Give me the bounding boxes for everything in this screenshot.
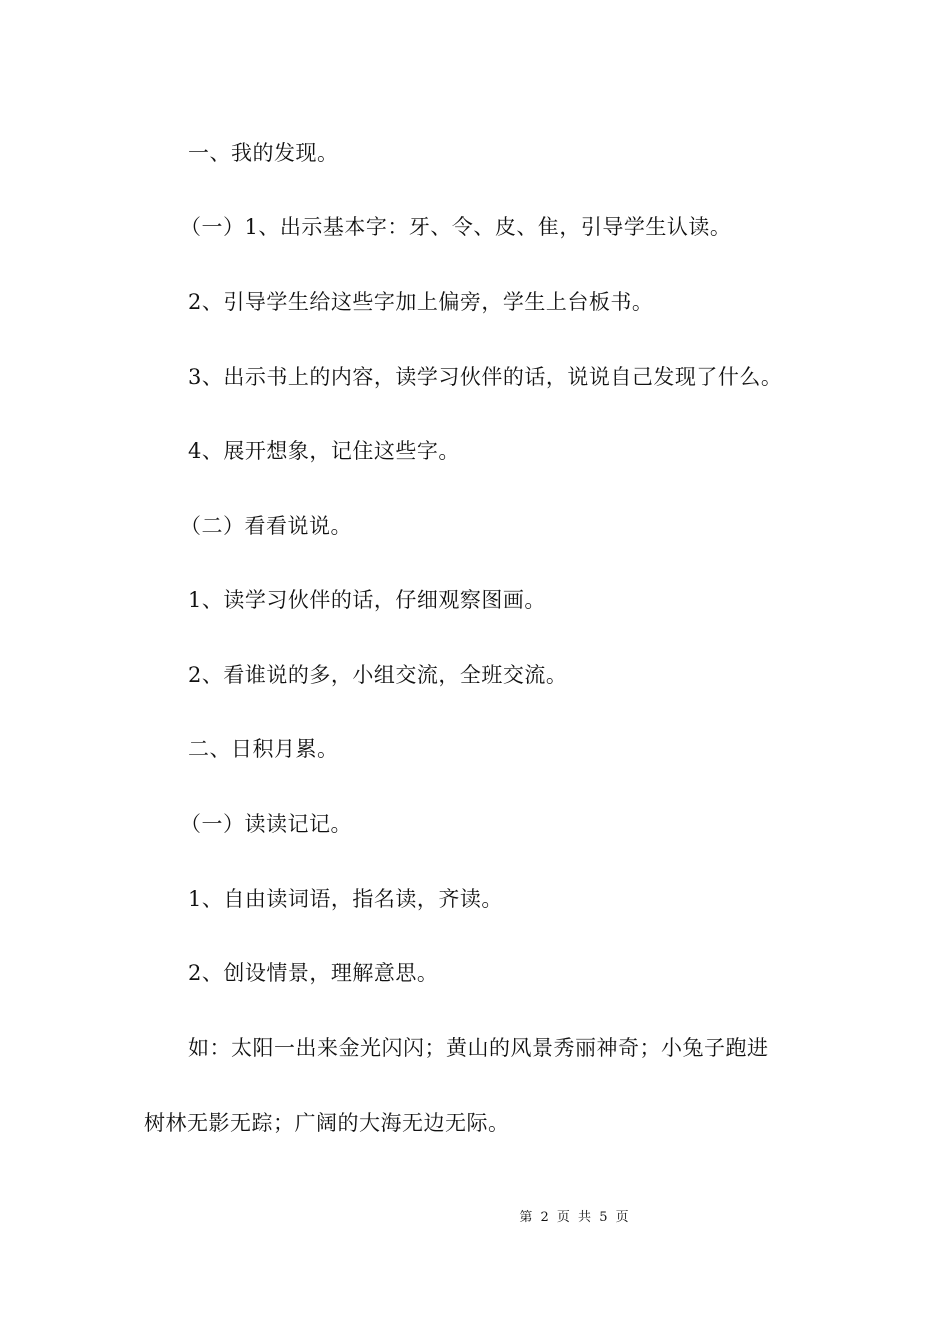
paragraph-line: 2、创设情景，理解意思。 (188, 961, 439, 985)
page-number-footer: 第 2 页 共 5 页 (519, 1210, 631, 1225)
subheading-read-and-memorize: （一）读读记记。 (180, 812, 352, 836)
subheading-look-and-say: （二）看看说说。 (180, 514, 352, 538)
paragraph-line: 2、看谁说的多，小组交流，全班交流。 (188, 663, 568, 687)
paragraph-line-continuation: 树林无影无踪；广阔的大海无边无际。 (144, 1111, 510, 1135)
paragraph-line: 4、展开想象，记住这些字。 (188, 439, 460, 463)
paragraph-line: 1、自由读词语，指名读，齐读。 (188, 887, 503, 911)
heading-my-discovery: 一、我的发现。 (188, 141, 339, 165)
paragraph-line: 2、引导学生给这些字加上偏旁，学生上台板书。 (188, 290, 654, 314)
heading-daily-accumulation: 二、日积月累。 (188, 737, 339, 761)
paragraph-line: （一）1、出示基本字：牙、令、皮、隹，引导学生认读。 (180, 215, 732, 239)
paragraph-line: 1、读学习伙伴的话，仔细观察图画。 (188, 588, 546, 612)
paragraph-line: 3、出示书上的内容，读学习伙伴的话，说说自己发现了什么。 (188, 365, 783, 389)
paragraph-line: 如：太阳一出来金光闪闪；黄山的风景秀丽神奇；小兔子跑进 (188, 1036, 769, 1060)
